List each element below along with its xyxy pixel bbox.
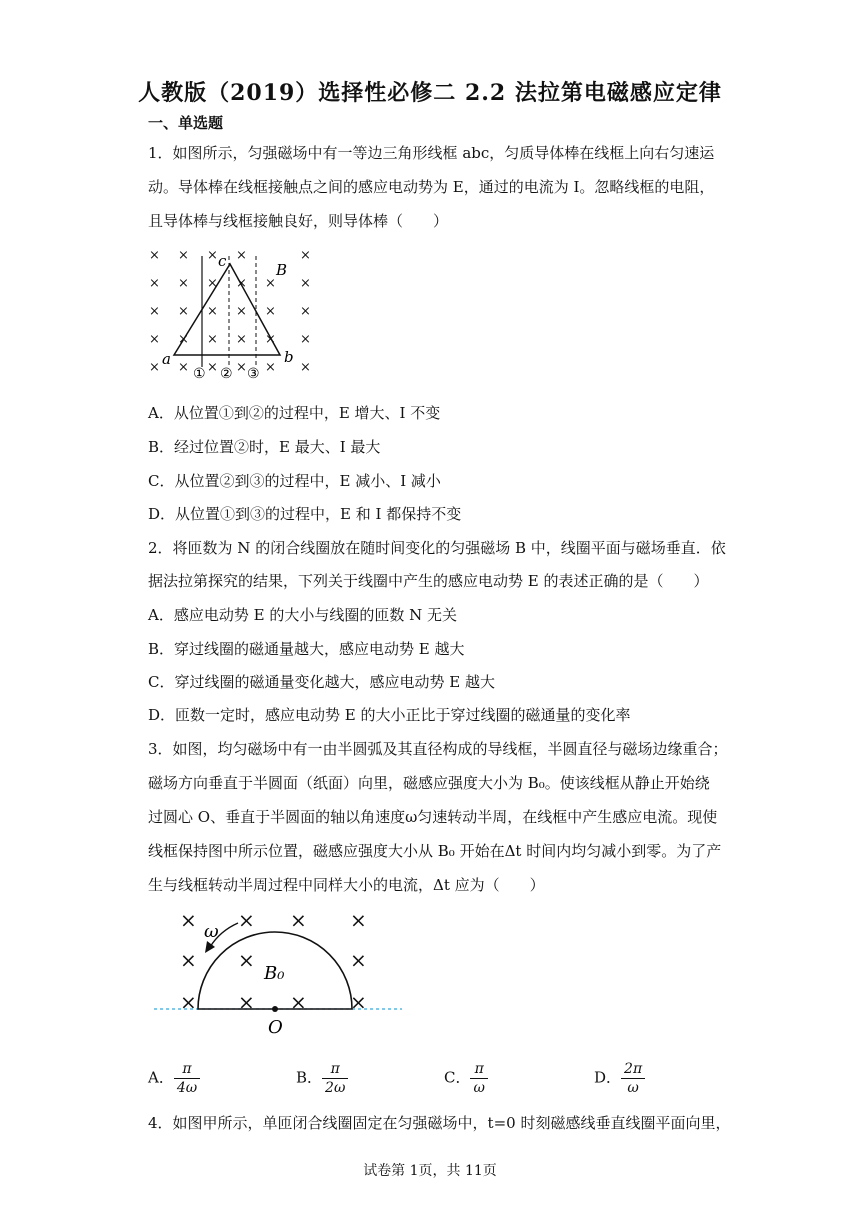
q3-O-label: O (268, 1017, 283, 1038)
q1-stem-line-2: 动。导体棒在线框接触点之间的感应电动势为 E，通过的电流为 I。忽略线框的电阻， (148, 178, 715, 196)
q3-cross-mark: × (350, 908, 367, 932)
fraction-numerator: 2π (621, 1060, 645, 1079)
q1-vertex-a-label: a (162, 350, 171, 368)
q3-choice-fraction (470, 1060, 487, 1097)
q1-cross-mark: × (236, 304, 247, 319)
page-footer: 试卷第 1页，共 11页 (363, 1163, 497, 1179)
q1-cross-mark: × (265, 332, 276, 347)
q1-cross-mark: × (300, 360, 311, 375)
q3-cross-mark: × (350, 990, 367, 1014)
q2-option-b: B．穿过线圈的磁通量越大，感应电动势 E 越大 (148, 640, 465, 658)
q1-cross-mark: × (207, 276, 218, 291)
q1-cross-mark: × (149, 248, 160, 263)
q1-cross-mark: × (149, 332, 160, 347)
q1-cross-mark: × (207, 304, 218, 319)
q1-cross-mark: × (178, 332, 189, 347)
q1-vertex-b-label: b (284, 348, 294, 366)
q1-stem-line-3: 且导体棒与线框接触良好，则导体棒（ ） (148, 212, 449, 230)
q1-cross-mark: × (300, 276, 311, 291)
q3-choice-fraction (621, 1060, 645, 1097)
fraction-denominator: 2ω (325, 1080, 346, 1096)
q1-option-a: A．从位置①到②的过程中，E 增大、I 不变 (148, 404, 441, 422)
q1-cross-mark: × (300, 304, 311, 319)
q1-cross-mark: × (178, 248, 189, 263)
q3-cross-mark: × (180, 908, 197, 932)
fraction-numerator: π (174, 1060, 200, 1079)
q1-field-B-label: B (276, 261, 288, 279)
q3-choice-b (296, 1060, 348, 1097)
fraction-denominator: ω (627, 1080, 639, 1096)
fraction-denominator: ω (473, 1080, 485, 1096)
q1-option-d: D．从位置①到③的过程中，E 和 I 都保持不变 (148, 505, 462, 523)
q3-cross-mark: × (290, 908, 307, 932)
q3-cross-mark: × (238, 908, 255, 932)
q1-position-2-label: ② (220, 366, 233, 382)
q3-cross-mark: × (180, 990, 197, 1014)
q3-omega-label: ω (204, 921, 219, 942)
q1-cross-mark: × (207, 332, 218, 347)
q3-choice-a (148, 1060, 200, 1097)
q1-vertex-c-label: c (218, 252, 227, 270)
section-heading: 一、单选题 (148, 114, 224, 132)
q3-choice-letter: B． (296, 1068, 323, 1087)
q1-cross-mark: × (207, 360, 218, 375)
q1-triangle-figure (140, 242, 330, 382)
q1-cross-mark: × (265, 360, 276, 375)
q3-cross-mark: × (350, 948, 367, 972)
q1-cross-mark: × (236, 276, 247, 291)
q1-cross-mark: × (236, 332, 247, 347)
fraction-denominator: 4ω (176, 1080, 198, 1096)
q2-option-d: D．匝数一定时，感应电动势 E 的大小正比于穿过线圈的磁通量的变化率 (148, 706, 631, 724)
q1-option-b: B．经过位置②时，E 最大、I 最大 (148, 438, 381, 456)
fraction-numerator: π (322, 1060, 348, 1079)
q3-semicircle-figure (150, 905, 410, 1040)
q2-stem-line-2: 据法拉第探究的结果，下列关于线圈中产生的感应电动势 E 的表述正确的是（ ） (148, 572, 709, 590)
q1-option-c: C．从位置②到③的过程中，E 减小、I 减小 (148, 472, 441, 490)
q4-stem-line-1: 4．如图甲所示，单匝闭合线圈固定在匀强磁场中，t=0 时刻磁感线垂直线圈平面向里， (148, 1114, 731, 1132)
q2-option-c: C．穿过线圈的磁通量变化越大，感应电动势 E 越大 (148, 673, 495, 691)
q3-choice-letter: A． (148, 1068, 174, 1087)
q1-cross-mark: × (265, 304, 276, 319)
fraction-numerator: π (470, 1060, 487, 1079)
q1-cross-mark: × (207, 248, 218, 263)
q1-cross-mark: × (300, 248, 311, 263)
q3-choice-fraction (322, 1060, 348, 1097)
q1-position-1-label: ① (193, 366, 206, 382)
q3-stem-line-4: 线框保持图中所示位置，磁感应强度大小从 B₀ 开始在Δt 时间内均匀减小到零。为了产 (148, 842, 722, 860)
q1-cross-mark: × (178, 360, 189, 375)
q3-stem-line-3: 过圆心 O、垂直于半圆面的轴以角速度ω匀速转动半周，在线框中产生感应电流。现使 (148, 808, 718, 826)
q3-choice-d (594, 1060, 645, 1097)
q1-cross-mark: × (149, 304, 160, 319)
q2-stem-line-1: 2．将匝数为 N 的闭合线圈放在随时间变化的匀强磁场 B 中，线圈平面与磁场垂直．依 (148, 539, 726, 557)
q1-cross-mark: × (149, 360, 160, 375)
q1-stem-line-1: 1．如图所示，匀强磁场中有一等边三角形线框 abc，匀质导体棒在线框上向右匀速运 (148, 144, 715, 162)
q3-cross-mark: × (180, 948, 197, 972)
q1-cross-mark: × (236, 360, 247, 375)
q3-center-point (272, 1006, 278, 1012)
q3-B0-label: B₀ (264, 963, 285, 984)
q3-choice-letter: D． (594, 1068, 622, 1087)
q1-cross-mark: × (178, 304, 189, 319)
q3-cross-mark: × (238, 948, 255, 972)
q1-cross-mark: × (265, 276, 276, 291)
q3-stem-line-1: 3．如图，均匀磁场中有一由半圆弧及其直径构成的导线框，半圆直径与磁场边缘重合； (148, 740, 728, 758)
q3-stem-line-2: 磁场方向垂直于半圆面（纸面）向里，磁感应强度大小为 B₀。使该线框从静止开始绕 (148, 774, 710, 792)
q3-choice-c (444, 1060, 488, 1097)
q3-choice-letter: C． (444, 1068, 471, 1087)
q1-cross-mark: × (236, 248, 247, 263)
q3-choice-fraction (174, 1060, 200, 1097)
q3-cross-mark: × (238, 990, 255, 1014)
q1-position-3-label: ③ (247, 366, 260, 382)
q1-cross-mark: × (178, 276, 189, 291)
q1-cross-mark: × (300, 332, 311, 347)
page-title: 人教版（2019）选择性必修二 2.2 法拉第电磁感应定律 (138, 80, 722, 106)
q1-cross-mark: × (149, 276, 160, 291)
q3-cross-mark: × (290, 990, 307, 1014)
q2-option-a: A．感应电动势 E 的大小与线圈的匝数 N 无关 (148, 606, 457, 624)
q3-stem-line-5: 生与线框转动半周过程中同样大小的电流，Δt 应为（ ） (148, 876, 545, 894)
